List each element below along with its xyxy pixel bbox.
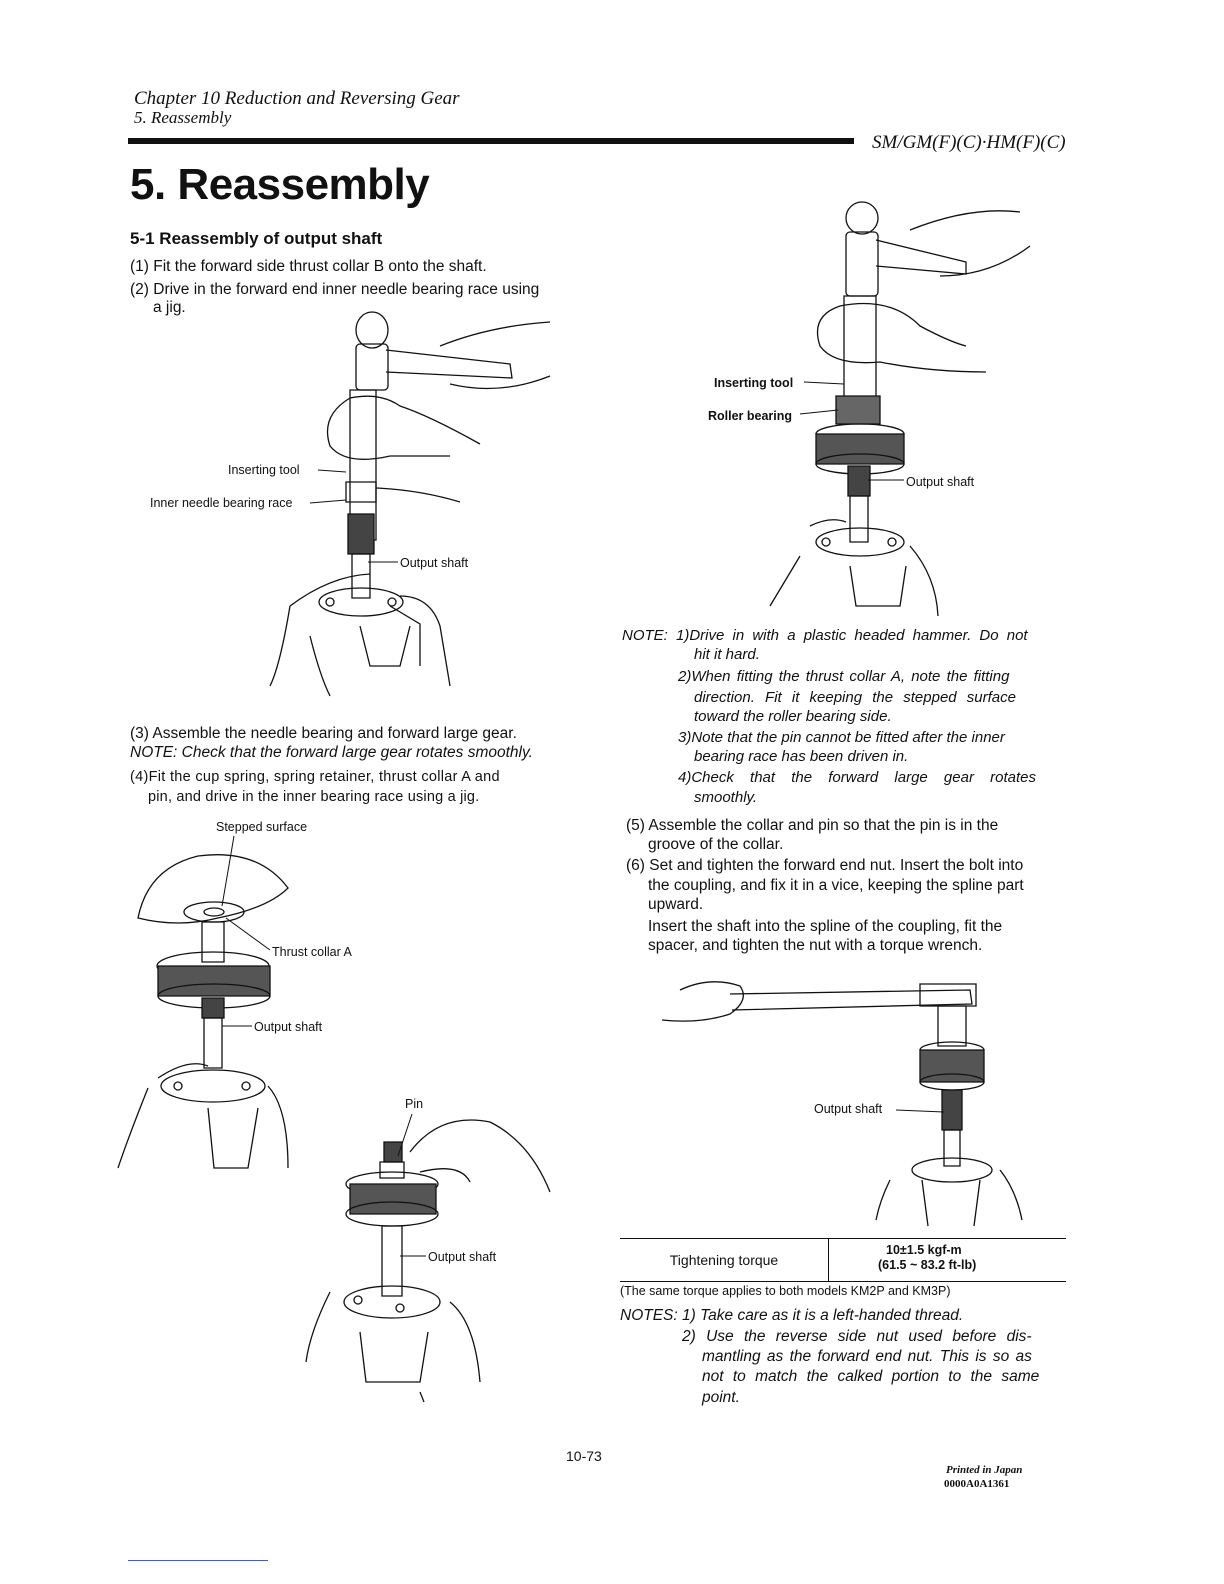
footer-rule	[128, 1560, 268, 1561]
page-title: 5. Reassembly	[130, 160, 430, 209]
step-6-cont-3: Insert the shaft into the spline of the coupling, fit the	[648, 918, 1003, 935]
torque-value-alt: (61.5 ~ 83.2 ft-lb)	[878, 1258, 977, 1272]
page-number: 10-73	[566, 1448, 602, 1464]
step-4-cont: pin, and drive in the inner bearing race using a jig.	[148, 789, 480, 805]
label-output-shaft-3: Output shaft	[428, 1250, 497, 1264]
torque-table	[620, 1238, 1066, 1282]
note-line-4: direction. Fit it keeping the stepped surface	[694, 689, 1016, 706]
label-roller-bearing: Roller bearing	[708, 409, 793, 423]
label-stepped-surface: Stepped surface	[216, 820, 308, 834]
note-line-6: 3)Note that the pin cannot be fitted after the inner	[678, 729, 1005, 746]
step-6-cont-1: the coupling, and fix it in a vice, keeping the spline part	[648, 877, 1024, 894]
step-2: (2) Drive in the forward end inner needle bearing race using	[130, 281, 540, 298]
notes-line-3: mantling as the forward end nut. This is so as	[702, 1348, 1032, 1365]
note-line-5: toward the roller bearing side.	[694, 708, 892, 725]
label-thrust-collar-a: Thrust collar A	[272, 945, 352, 959]
document-code: 0000A0A1361	[944, 1478, 1010, 1490]
notes-line-4: not to match the calked portion to the same	[702, 1368, 1040, 1385]
label-pin: Pin	[405, 1097, 424, 1111]
label-output-shaft-1: Output shaft	[400, 556, 469, 570]
model-list: SM/GM(F)(C)·HM(F)(C)	[872, 132, 1066, 153]
note-line-1: NOTE: 1)Drive in with a plastic headed hammer. Do not	[622, 627, 1028, 644]
step-5: (5) Assemble the collar and pin so that the pin is in the	[626, 817, 999, 834]
label-output-shaft-4: Output shaft	[906, 475, 975, 489]
notes-line-1: NOTES: 1) Take care as it is a left-handed thread.	[620, 1307, 964, 1324]
step-6-cont-4: spacer, and tighten the nut with a torque wrench.	[648, 937, 983, 954]
step-6: (6) Set and tighten the forward end nut. Insert the bolt into	[626, 857, 1024, 874]
notes-line-5: point.	[702, 1389, 740, 1406]
step-2-cont: a jig.	[153, 299, 186, 316]
step-5-cont: groove of the collar.	[648, 836, 784, 853]
printed-in: Printed in Japan	[946, 1464, 1023, 1476]
note-line-3: 2)When fitting the thrust collar A, note the fitting	[678, 668, 1010, 685]
subsection-title: 5-1 Reassembly of output shaft	[130, 229, 383, 248]
label-output-shaft-2: Output shaft	[254, 1020, 323, 1034]
label-output-shaft-5: Output shaft	[814, 1102, 883, 1116]
note-line-8: 4)Check that the forward large gear rotates	[678, 769, 1036, 786]
step-1: (1) Fit the forward side thrust collar B onto the shaft.	[130, 258, 487, 275]
section-ref: 5. Reassembly	[134, 108, 232, 127]
torque-note: (The same torque applies to both models KM2P and KM3P)	[620, 1284, 951, 1298]
note-line-2: hit it hard.	[694, 646, 760, 663]
label-inner-needle-race: Inner needle bearing race	[150, 496, 293, 510]
step-4: (4)Fit the cup spring, spring retainer, thrust collar A and	[130, 769, 500, 785]
torque-label: Tightening torque	[620, 1239, 829, 1281]
notes-line-2: 2) Use the reverse side nut used before dis-	[682, 1328, 1032, 1345]
label-inserting-tool: Inserting tool	[228, 463, 300, 477]
torque-value: 10±1.5 kgf-m	[886, 1243, 962, 1257]
note-line-7: bearing race has been driven in.	[694, 748, 909, 765]
chapter-title: Chapter 10 Reduction and Reversing Gear	[134, 88, 460, 109]
torque-value-cell	[830, 1239, 1066, 1281]
label-inserting-tool-2: Inserting tool	[714, 376, 794, 390]
step-3: (3) Assemble the needle bearing and forward large gear.	[130, 725, 517, 742]
step-6-cont-2: upward.	[648, 896, 704, 913]
note-line-9: smoothly.	[694, 789, 758, 806]
note-step-3: NOTE: Check that the forward large gear rotates smoothly.	[130, 744, 533, 761]
